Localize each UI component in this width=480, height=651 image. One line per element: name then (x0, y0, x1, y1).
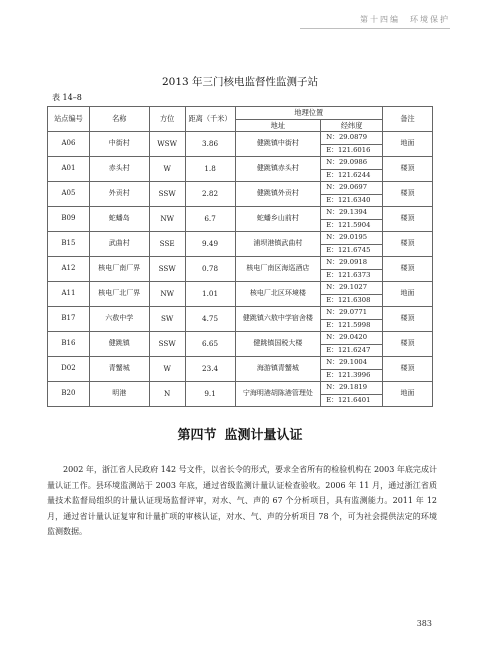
station-name: 明港 (89, 382, 149, 407)
station-name: 蛇蟠岛 (89, 207, 149, 232)
table-row (48, 382, 433, 395)
station-remark: 楼顶 (383, 357, 433, 382)
station-address: 健跳镇六敖中学宿舍楼 (235, 307, 321, 332)
running-header: 第十四编 环境保护 (300, 14, 450, 29)
header-distance: 距离（千米） (185, 107, 235, 132)
station-latitude: N：29.1027 (321, 282, 383, 295)
station-remark: 楼顶 (383, 182, 433, 207)
header-location: 地理位置 (235, 107, 383, 120)
station-latitude: N：29.0771 (321, 307, 383, 320)
station-longitude: E：121.5904 (321, 219, 383, 232)
station-direction: W (149, 157, 185, 182)
station-latitude: N：29.1819 (321, 382, 383, 395)
header-name: 名称 (89, 107, 149, 132)
station-distance: 3.86 (185, 132, 235, 157)
station-direction: SSE (149, 232, 185, 257)
station-direction: SSW (149, 332, 185, 357)
station-distance: 0.78 (185, 257, 235, 282)
station-address: 健跳镇国税大楼 (235, 332, 321, 357)
station-name: 六敖中学 (89, 307, 149, 332)
station-remark: 地面 (383, 382, 433, 407)
table-body (48, 132, 433, 407)
station-id: A01 (48, 157, 90, 182)
station-address: 核电厂北区环境楼 (235, 282, 321, 307)
station-remark: 楼顶 (383, 257, 433, 282)
table-row (48, 157, 433, 170)
station-id: A11 (48, 282, 90, 307)
station-direction: SSW (149, 182, 185, 207)
station-id: A06 (48, 132, 90, 157)
station-distance: 2.82 (185, 182, 235, 207)
station-id: B20 (48, 382, 90, 407)
station-distance: 9.1 (185, 382, 235, 407)
station-address: 健跳镇外贡村 (235, 182, 321, 207)
station-remark: 楼顶 (383, 332, 433, 357)
station-latitude: N：29.0879 (321, 132, 383, 145)
table-row (48, 232, 433, 245)
station-address: 核电厂南区海巡酒店 (235, 257, 321, 282)
station-longitude: E：121.6244 (321, 169, 383, 182)
station-address: 海游镇青蟹城 (235, 357, 321, 382)
body-paragraph: 2002 年，浙江省人民政府 142 号文件，以省长令的形式，要求全省所有的检验机构在 2003 年底完成计量认证工作。县环境监测站于 2003 年底，通过省级监测计量认证检查验收。2006 年 11 月，通过浙江省质量技术监督局组织的计量认证现场监督评审，对水、气、声的 67 个分析项目，具有监测能力。2011 年 12 月，通过省计量认证复审和计量扩项的审核认证，对水、气、声的分析项目 78 个，可为社会提供法定的环境监测数据。 (47, 465, 437, 536)
header-address: 地址 (235, 120, 321, 132)
station-remark: 地面 (383, 132, 433, 157)
station-latitude: N：29.0195 (321, 232, 383, 245)
station-longitude: E：121.6016 (321, 144, 383, 157)
section-number: 第四节 (177, 428, 217, 443)
header-direction: 方位 (149, 107, 185, 132)
station-longitude: E：121.6340 (321, 194, 383, 207)
station-address: 浦坝港镇武曲村 (235, 232, 321, 257)
section-title: 监测计量认证 (224, 428, 303, 443)
station-name: 外贡村 (89, 182, 149, 207)
station-longitude: E：121.6308 (321, 294, 383, 307)
table-row (48, 282, 433, 295)
station-direction: N (149, 382, 185, 407)
station-name: 核电厂北厂界 (89, 282, 149, 307)
page-number: 383 (416, 619, 432, 628)
station-distance: 6.7 (185, 207, 235, 232)
station-id: B09 (48, 207, 90, 232)
station-name: 武曲村 (89, 232, 149, 257)
station-id: B17 (48, 307, 90, 332)
monitoring-stations-table (47, 106, 433, 407)
header-lonlat: 经纬度 (321, 120, 383, 132)
station-id: B15 (48, 232, 90, 257)
station-direction: SSW (149, 257, 185, 282)
station-address: 蛇蟠乡山前村 (235, 207, 321, 232)
station-longitude: E：121.6373 (321, 269, 383, 282)
table-row (48, 357, 433, 370)
station-longitude: E：121.5998 (321, 319, 383, 332)
station-id: B16 (48, 332, 90, 357)
station-distance: 1.01 (185, 282, 235, 307)
station-latitude: N：29.1394 (321, 207, 383, 220)
station-distance: 4.75 (185, 307, 235, 332)
station-name: 赤头村 (89, 157, 149, 182)
table-row (48, 257, 433, 270)
table-number: 表 14–8 (52, 93, 82, 102)
station-latitude: N：29.0986 (321, 157, 383, 170)
station-remark: 楼顶 (383, 307, 433, 332)
station-id: A12 (48, 257, 90, 282)
station-id: D02 (48, 357, 90, 382)
table-row (48, 132, 433, 145)
table-row (48, 307, 433, 320)
station-longitude: E：121.6745 (321, 244, 383, 257)
station-latitude: N：29.0697 (321, 182, 383, 195)
station-longitude: E：121.6247 (321, 344, 383, 357)
station-address: 健跳镇赤头村 (235, 157, 321, 182)
station-longitude: E：121.6401 (321, 394, 383, 407)
station-id: A05 (48, 182, 90, 207)
station-address: 健跳镇中街村 (235, 132, 321, 157)
station-direction: NW (149, 282, 185, 307)
station-name: 健跳镇 (89, 332, 149, 357)
station-distance: 6.65 (185, 332, 235, 357)
station-latitude: N：29.0420 (321, 332, 383, 345)
station-latitude: N：29.0918 (321, 257, 383, 270)
station-direction: NW (149, 207, 185, 232)
station-name: 中街村 (89, 132, 149, 157)
station-remark: 楼顶 (383, 232, 433, 257)
station-remark: 楼顶 (383, 157, 433, 182)
station-longitude: E：121.3996 (321, 369, 383, 382)
station-latitude: N：29.1004 (321, 357, 383, 370)
station-direction: SW (149, 307, 185, 332)
section-heading (0, 424, 480, 443)
station-remark: 地面 (383, 282, 433, 307)
table-row (48, 332, 433, 345)
table-title: 2013 年三门核电监督性监测子站 (161, 76, 319, 88)
table-row (48, 182, 433, 195)
header-station-no: 站点编号 (48, 107, 90, 132)
station-remark: 楼顶 (383, 207, 433, 232)
station-direction: W (149, 357, 185, 382)
station-address: 宁海明港胡陈港管理处 (235, 382, 321, 407)
station-distance: 23.4 (185, 357, 235, 382)
station-direction: WSW (149, 132, 185, 157)
station-distance: 9.49 (185, 232, 235, 257)
table-row (48, 207, 433, 220)
station-distance: 1.8 (185, 157, 235, 182)
station-name: 青蟹城 (89, 357, 149, 382)
header-remark: 备注 (383, 107, 433, 132)
station-name: 核电厂南厂界 (89, 257, 149, 282)
